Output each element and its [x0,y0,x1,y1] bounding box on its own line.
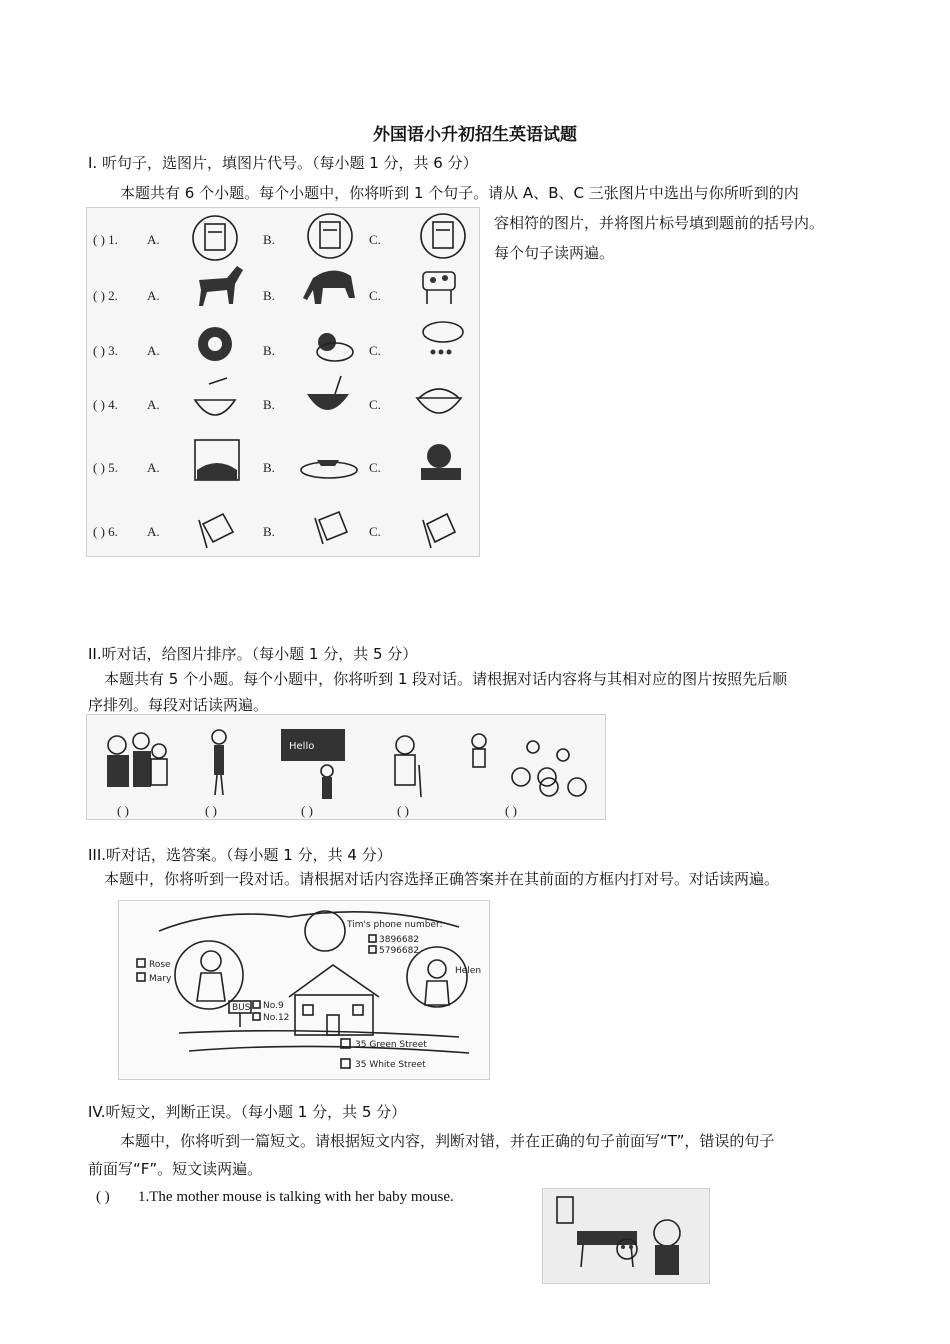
section1-instruction-line2: 容相符的图片，并将图片标号填到题前的括号内。 [494,214,825,232]
row-1-a: A. [147,232,160,247]
row-4-b: B. [263,397,275,412]
helen-figure [428,960,446,978]
row-1-c: C. [369,232,381,247]
row-5-a: A. [147,460,160,475]
row-3-labels [93,343,381,358]
rain-icon [423,322,463,355]
section2-instruction-line1: 本题共有 5 个小题。每个小题中，你将听到 1 段对话。请根据对话内容将与其相对应的图片按照先后顺 [104,670,788,688]
book-icon-b [308,214,352,258]
phone-option-2: 5796682 [379,946,420,956]
row-5-c: C. [369,460,381,475]
section1-instruction-line1: 本题共有 6 个小题。每个小题中，你将听到 1 个句子。请从 A、B、C 三张图片中选出与你所听到的内 [120,184,799,202]
section2-instruction-line2: 序排列。每段对话读两遍。 [88,696,269,714]
bus-checkbox-1[interactable] [253,1001,260,1008]
tim-portrait [305,911,345,951]
section4-instruction-line2: 前面写“F”。短文读两遍。 [88,1160,263,1178]
name-option-1: Rose [149,960,171,970]
noodle-bowl-icon [195,378,235,415]
order-blank-3: ( ) [301,803,313,818]
row-5-number: ( ) 5. [93,460,118,475]
section4-heading: IV.听短文，判断正误。（每小题 1 分，共 5 分） [88,1103,407,1121]
letter-icon-a [199,514,233,548]
row-3-c: C. [369,343,381,358]
cow-icon [423,272,455,304]
phone-option-1: 3896682 [379,935,420,945]
mouse-picture-svg [543,1189,709,1283]
name-checkbox-2[interactable] [137,973,145,981]
row-2-a: A. [147,288,160,303]
order-blank-4: ( ) [397,803,409,818]
row-2-c: C. [369,288,381,303]
street-checkbox-2[interactable] [341,1059,350,1068]
section3-instruction: 本题中，你将听到一段对话。请根据对话内容选择正确答案并在其前面的方框内打对号。对话读两遍。 [104,870,780,888]
horse-icon [199,266,243,306]
boy-picture [472,734,486,767]
row-6-labels [93,524,381,539]
row-3-a: A. [147,343,160,358]
table-icon [577,1231,637,1245]
tree-scene-icon [421,444,461,480]
row-2-number: ( ) 2. [93,288,118,303]
section3-picture [118,900,490,1080]
section4-instruction-line1: 本题中，你将听到一篇短文。请根据短文内容，判断对错，并在正确的句子前面写“T”，错误的句子 [120,1132,775,1150]
old-man-picture [395,736,421,797]
soup-bowl-icon [307,376,349,410]
row-4-c: C. [369,397,381,412]
row-5-b: B. [263,460,275,475]
book-icon-a [193,216,237,260]
order-blank-1: ( ) [117,803,129,818]
wind-icon [198,327,232,361]
phone-label: Tim's phone number: [347,920,443,930]
section1-picture-grid [86,207,480,557]
letter-icon-c [423,514,455,548]
row-2-b: B. [263,288,275,303]
order-blank-2: ( ) [205,803,217,818]
mouse-picture [542,1188,710,1284]
row-3-number: ( ) 3. [93,343,118,358]
letter-icon-b [315,512,347,544]
row-1-b: B. [263,232,275,247]
teacher-picture [281,729,345,799]
section2-picture-strip [86,714,606,820]
row-6-c: C. [369,524,381,539]
row-1-number: ( ) 1. [93,232,118,247]
elephant-icon [303,270,355,304]
section1-instruction-line3: 每个句子读两遍。 [494,244,615,262]
boat-scene-icon [301,460,357,478]
row-4-number: ( ) 4. [93,397,118,412]
cyclists-picture [512,741,586,796]
question-1-blank[interactable]: ( ) [96,1189,110,1205]
order-blank-5: ( ) [505,803,517,818]
helen-label: Helen [455,966,482,976]
section3-picture-svg [119,901,489,1079]
bus-option-2: No.12 [263,1013,290,1023]
row-4-a: A. [147,397,160,412]
board-text: Hello [289,741,315,752]
row-3-b: B. [263,343,275,358]
mother-mouse-icon [654,1220,680,1246]
bus-checkbox-2[interactable] [253,1013,260,1020]
book-icon-c [421,214,465,258]
question-1-text: 1.The mother mouse is talking with her baby mouse. [138,1189,454,1205]
section1-picture-grid-svg [87,208,479,556]
bus-sign-text: BUS [232,1003,251,1013]
name-option-2: Mary [149,974,172,984]
section2-picture-strip-svg [87,715,605,819]
row-6-number: ( ) 6. [93,524,118,539]
section2-heading: II.听对话，给图片排序。（每小题 1 分，共 5 分） [88,645,418,663]
page-title: 外国语小升初招生英语试题 [373,125,577,145]
section1-heading: I. 听句子，选图片，填图片代号。（每小题 1 分，共 6 分） [88,154,478,172]
girl-figure [201,951,221,971]
house-icon [289,965,379,1035]
family-picture [107,733,167,787]
row-6-b: B. [263,524,275,539]
street-option-1: 35 Green Street [355,1040,427,1050]
man-picture [212,730,226,795]
river-scene-icon [195,440,239,480]
phone-checkbox-2[interactable] [369,946,376,953]
street-option-2: 35 White Street [355,1060,426,1070]
row-6-a: A. [147,524,160,539]
phone-checkbox-1[interactable] [369,935,376,942]
sun-cloud-icon [317,333,353,361]
bus-option-1: No.9 [263,1001,284,1011]
rice-bowl-icon [417,389,461,413]
row-2-labels [93,288,381,303]
section3-heading: III.听对话，选答案。（每小题 1 分，共 4 分） [88,846,392,864]
name-checkbox-1[interactable] [137,959,145,967]
